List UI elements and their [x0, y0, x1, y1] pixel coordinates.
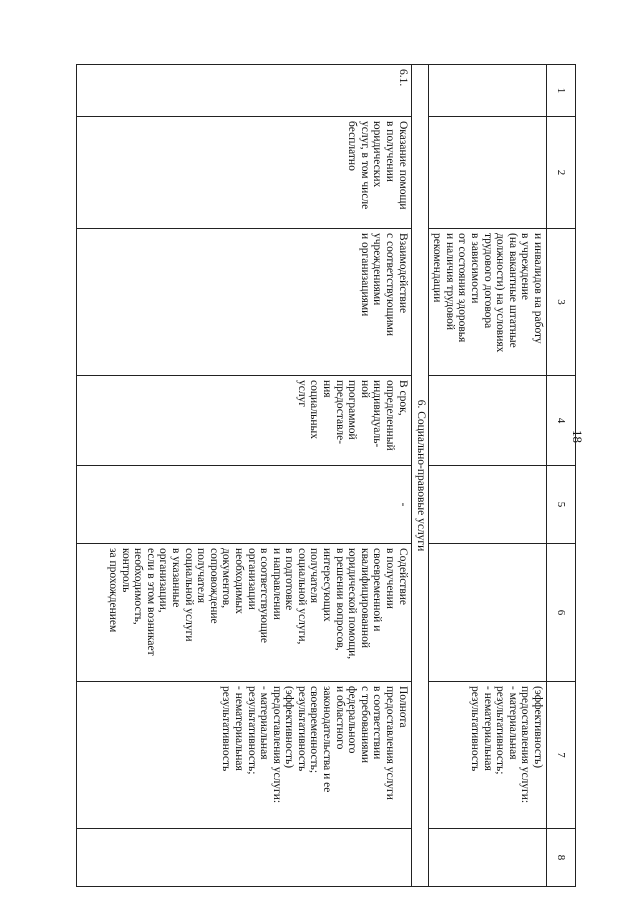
service-norm: - — [76, 466, 411, 544]
continuation-row — [428, 65, 546, 887]
cell-empty — [428, 829, 546, 887]
service-number: 6.1. — [76, 65, 411, 117]
page-number: 18 — [570, 430, 585, 443]
column-number: 5 — [547, 466, 576, 544]
column-number: 7 — [547, 682, 576, 829]
column-number: 6 — [547, 544, 576, 682]
cell-empty — [428, 466, 546, 544]
cell-empty — [428, 117, 546, 229]
service-row — [76, 65, 411, 887]
column-number: 1 — [547, 65, 576, 117]
column-number: 2 — [547, 117, 576, 229]
service-quality: Полнота предоставления услуги в соответствии с требованиями федерального и областного законодательства и ее своевременность; результативность (эффективность) предоставления услуги: - материальная результативность; - нематериальная результативность — [76, 682, 411, 829]
service-conditions: Содействие в получении своевременной и квалифицированной юридической помощи, в решении вопросов, интересующих получателя социальной услуги, в подготовке и направлении в соответствующие организации необходимых документов, сопровождение получателя социальной услуги в указанные организации, если в этом возникает необходимость, контроль за прохождением — [76, 544, 411, 682]
cell-description-continued: и инвалидов на работу в учреждение (на вакантные штатные должности) на условиях трудового договора в зависимости от состояния здоровья и наличия трудовой рекомендации — [428, 229, 546, 376]
section-row — [411, 65, 428, 887]
service-term: В срок, определенный индивидуаль- ной программой предоставле- ния социальных услуг — [76, 376, 411, 466]
service-name: Оказание помощи в получении юридических услуг, в том числе бесплатно — [76, 117, 411, 229]
cell-quality-continued: (эффективность) предоставления услуги: - материальная результативность; - нематериальная результативность — [428, 682, 546, 829]
cell-empty — [428, 376, 546, 466]
service-col8 — [76, 829, 411, 887]
column-number: 3 — [547, 229, 576, 376]
service-description: Взаимодействие с соответствующими учреждениями и организациями — [76, 229, 411, 376]
column-number: 8 — [547, 829, 576, 887]
section-title: 6. Социально-правовые услуги — [411, 65, 428, 887]
services-table — [76, 64, 576, 887]
column-number-row — [547, 65, 576, 887]
cell-empty — [428, 65, 546, 117]
column-number: 4 — [547, 376, 576, 466]
cell-empty — [428, 544, 546, 682]
